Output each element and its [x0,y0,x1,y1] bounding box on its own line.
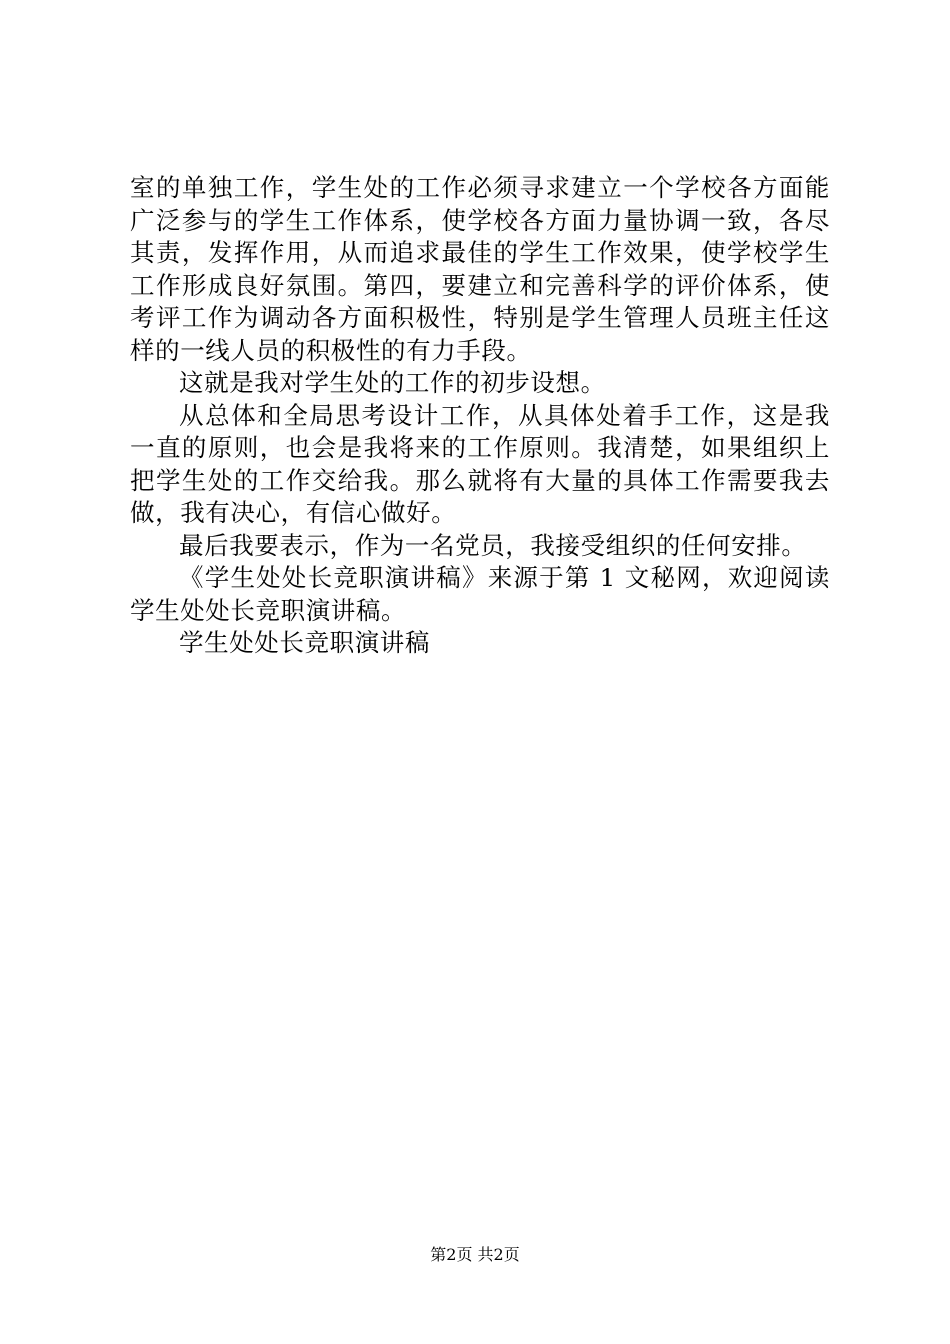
paragraph-4: 最后我要表示，作为一名党员，我接受组织的任何安排。 [179,530,807,560]
document-body [130,172,830,660]
paragraph-1: 室的单独工作，学生处的工作必须寻求建立一个学校各方面能广泛参与的学生工作体系，使学校各方面力量协调一致，各尽其责，发挥作用，从而追求最佳的学生工作效果，使学校学生工作形成良好氛围。第四，要建立和完善科学的评价体系，使考评工作为调动各方面积极性，特别是学生管理人员班主任这样的一线人员的积极性的有力手段。 [130,173,830,365]
page-footer: 第2页 共2页 [430,1245,520,1264]
paragraph-5: 《学生处处长竞职演讲稿》来源于第 1 文秘网，欢迎阅读学生处处长竞职演讲稿。 [130,563,830,625]
paragraph-3: 从总体和全局思考设计工作，从具体处着手工作，这是我一直的原则，也会是我将来的工作原则。我清楚，如果组织上把学生处的工作交给我。那么就将有大量的具体工作需要我去做，我有决心，有信心做好。 [130,400,830,527]
paragraph-6: 学生处处长竞职演讲稿 [179,628,430,657]
paragraph-2: 这就是我对学生处的工作的初步设想。 [179,368,606,397]
